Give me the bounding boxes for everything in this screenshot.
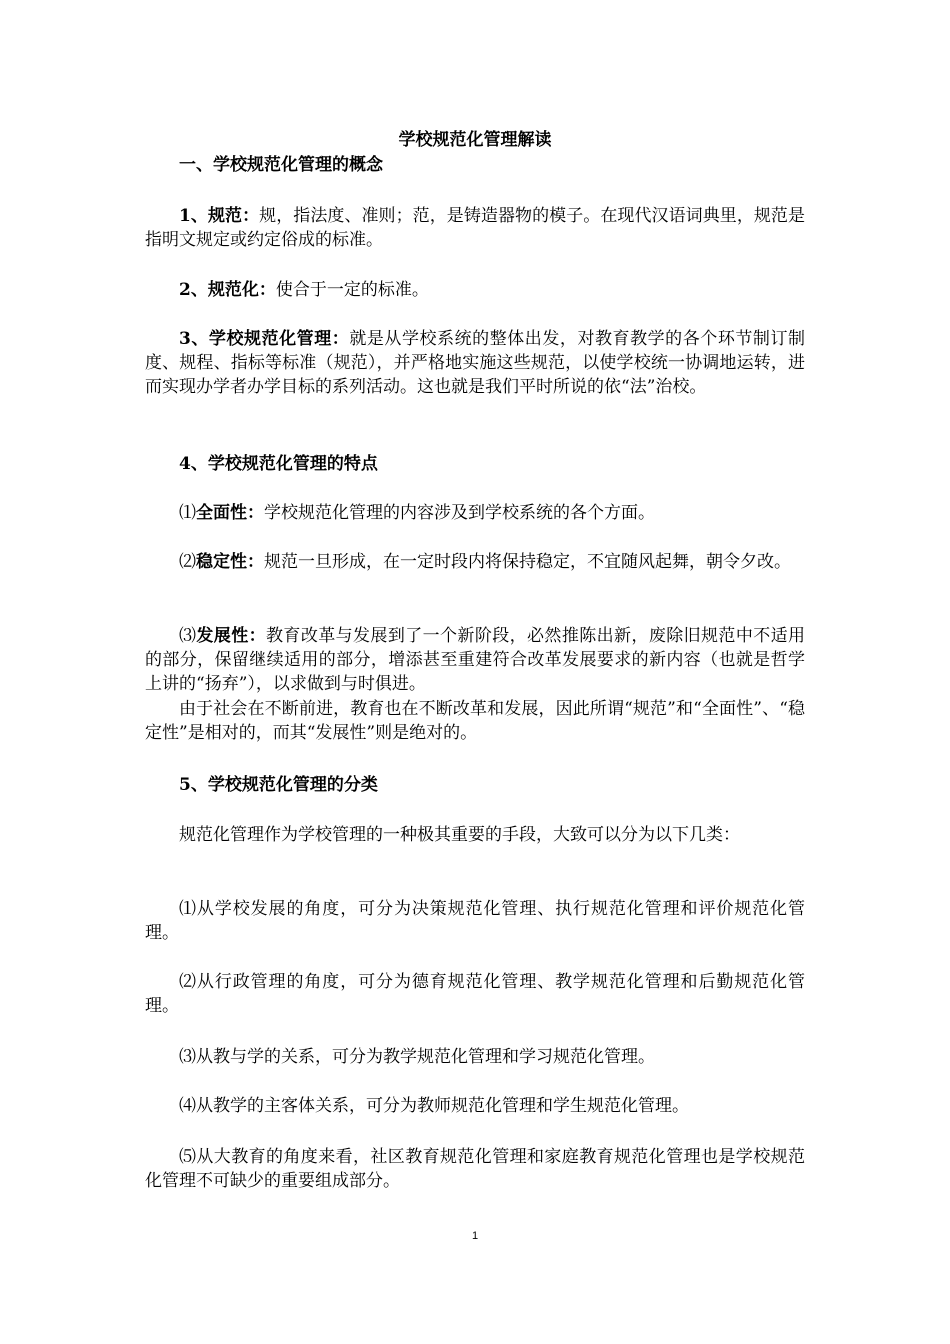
paragraph-definition-norm: 1、规范：规，指法度、准则；范，是铸造器物的模子。在现代汉语词典里，规范是指明文规定或约定俗成的标准。 [145, 206, 805, 250]
feature-label: 发展性 [196, 626, 249, 646]
subsection-heading-classification: 5、学校规范化管理的分类 [179, 775, 378, 795]
feature-development: ⑶发展性：教育改革与发展到了一个新阶段，必然推陈出新，废除旧规范中不适用的部分，保留继续适用的部分，增添甚至重建符合改革发展要求的新内容（也就是哲学上讲的“扬弃”），以求做到与时俱进。 [145, 626, 806, 694]
classification-item-4: ⑷从教学的主客体关系，可分为教师规范化管理和学生规范化管理。 [179, 1096, 689, 1116]
paragraph-text: 就是从学校系统的整体出发，对教育教学的各个环节制订制度、规程、指标等标准（规范），并严格地实施这些规范，以使学校统一协调地运转，进而实现办学者办学目标的系列活动。这也就是我们平时所说的依“法”治校。 [145, 329, 806, 397]
term-label: 3、学校规范化管理 [179, 329, 332, 349]
paragraph-relative-absolute: 由于社会在不断前进，教育也在不断改革和发展，因此所谓“规范”和“全面性”、“稳定性”是相对的，而其“发展性”则是绝对的。 [145, 699, 805, 743]
subsection-heading-features: 4、学校规范化管理的特点 [179, 454, 378, 474]
paragraph-classification-intro: 规范化管理作为学校管理的一种极其重要的手段，大致可以分为以下几类： [179, 825, 740, 845]
classification-item-2: ⑵从行政管理的角度，可分为德育规范化管理、教学规范化管理和后勤规范化管理。 [145, 972, 805, 1016]
document-title: 学校规范化管理解读 [398, 130, 552, 150]
feature-comprehensive: ⑴全面性：学校规范化管理的内容涉及到学校系统的各个方面。 [179, 503, 655, 523]
paragraph-definition-school-management: 3、学校规范化管理：就是从学校系统的整体出发，对教育教学的各个环节制订制度、规程、指标等标准（规范），并严格地实施这些规范，以使学校统一协调地运转，进而实现办学者办学目标的系列活动。这也就是我们平时所说的依“法”治校。 [145, 329, 806, 397]
feature-text: 教育改革与发展到了一个新阶段，必然推陈出新，废除旧规范中不适用的部分，保留继续适用的部分，增添甚至重建符合改革发展要求的新内容（也就是哲学上讲的“扬弃”），以求做到与时俱进。 [145, 626, 806, 694]
classification-item-5: ⑸从大教育的角度来看，社区教育规范化管理和家庭教育规范化管理也是学校规范化管理不可缺少的重要组成部分。 [145, 1147, 805, 1191]
section-heading-1: 一、学校规范化管理的概念 [179, 155, 383, 175]
feature-text: 规范一旦形成，在一定时段内将保持稳定，不宜随风起舞，朝令夕改。 [264, 552, 791, 572]
page-number: 1 [471, 1230, 479, 1242]
paragraph-definition-normalization: 2、规范化：使合于一定的标准。 [179, 280, 429, 300]
term-label: 2、规范化 [179, 280, 259, 300]
feature-label: 全面性 [196, 503, 247, 523]
paragraph-text: 规，指法度、准则；范，是铸造器物的模子。在现代汉语词典里，规范是指明文规定或约定俗成的标准。 [145, 206, 805, 250]
feature-label: 稳定性 [196, 552, 247, 572]
paragraph-text: 使合于一定的标准。 [275, 280, 429, 300]
term-label: 1、规范 [179, 206, 243, 226]
feature-stability: ⑵稳定性：规范一旦形成，在一定时段内将保持稳定，不宜随风起舞，朝令夕改。 [179, 552, 791, 572]
feature-text: 学校规范化管理的内容涉及到学校系统的各个方面。 [264, 503, 655, 523]
classification-item-1: ⑴从学校发展的角度，可分为决策规范化管理、执行规范化管理和评价规范化管理。 [145, 899, 805, 943]
classification-item-3: ⑶从教与学的关系，可分为教学规范化管理和学习规范化管理。 [179, 1047, 655, 1067]
